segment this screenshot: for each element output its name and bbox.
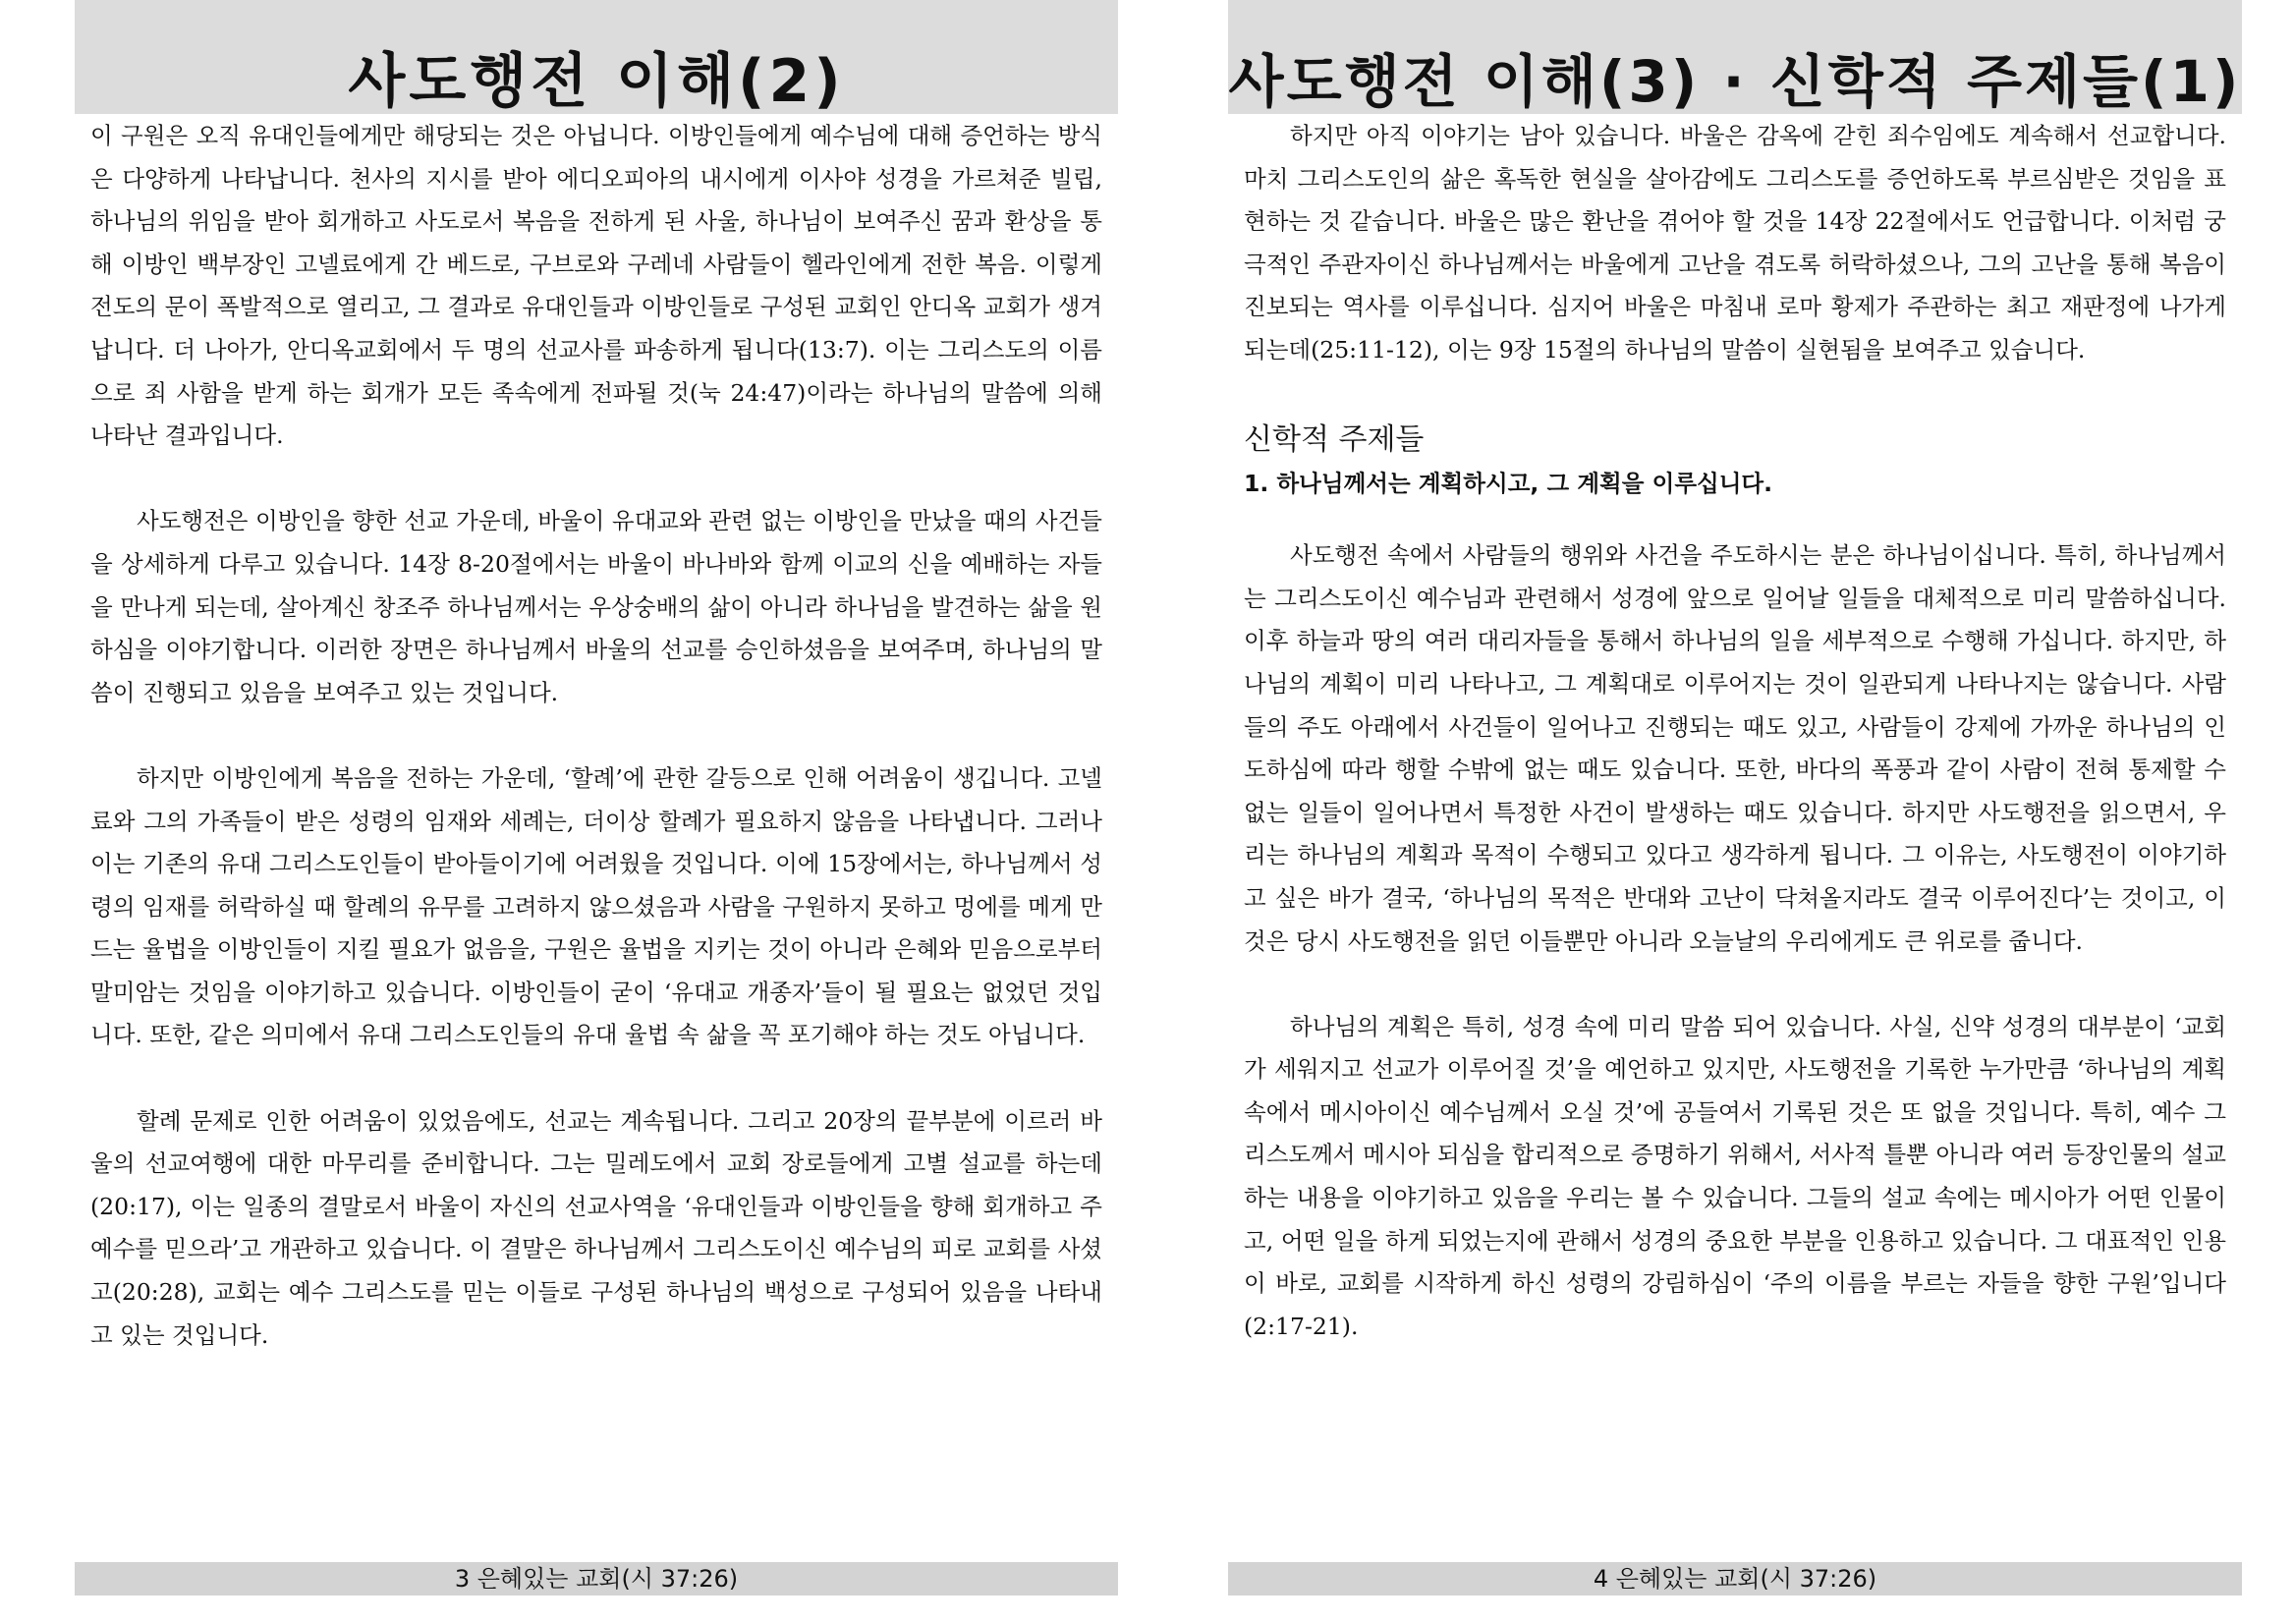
- right-paragraph-1: 사도행전 속에서 사람들의 행위와 사건을 주도하시는 분은 하나님이십니다. 특히, 하나님께서는 그리스도이신 예수님과 관련해서 성경에 앞으로 일어날 일들을 대체적으로 미리 말씀하십니다. 이후 하늘과 땅의 여러 대리자들을 통해서 하나님의 일을 세부적으로 수행해 가십니다. 하지만, 하나님의 계획이 미리 나타나고, 그 계획대로 이루어지는 것이 일관되게 나타나지는 않습니다. 사람들의 주도 아래에서 사건들이 일어나고 진행되는 때도 있고, 사람들이 강제에 가까운 하나님의 인도하심에 따라 행할 수밖에 없는 때도 있습니다. 또한, 바다의 폭풍과 같이 사람이 전혀 통제할 수 없는 일들이 일어나면서 특정한 사건이 발생하는 때도 있습니다. 하지만 사도행전을 읽으면서, 우리는 하나님의 계획과 목적이 수행되고 있다고 생각하게 됩니다. 그 이유는, 사도행전이 이야기하고 싶은 바가 결국, ‘하나님의 목적은 반대와 고난이 닥쳐올지라도 결국 이루어진다’는 것이고, 이것은 당시 사도행전을 읽던 이들뿐만 아니라 오늘날의 우리에게도 큰 위로를 줍니다.: [1244, 541, 2226, 955]
- left-page-title: 사도행전 이해(2): [348, 47, 845, 116]
- left-page-content: [90, 115, 1102, 1357]
- right-title-bar: [1228, 0, 2242, 114]
- left-paragraph-2: 사도행전은 이방인을 향한 선교 가운데, 바울이 유대교와 관련 없는 이방인을 만났을 때의 사건들을 상세하게 다루고 있습니다. 14장 8-20절에서는 바울이 바나바와 함께 이교의 신을 예배하는 자들을 만나게 되는데, 살아계신 창조주 하나님께서는 우상숭배의 삶이 아니라 하나님을 발견하는 삶을 원하심을 이야기합니다. 이러한 장면은 하나님께서 바울의 선교를 승인하셨음을 보여주며, 하나님의 말씀이 진행되고 있음을 보여주고 있는 것입니다.: [90, 507, 1102, 706]
- left-paragraph-3: 하지만 이방인에게 복음을 전하는 가운데, ‘할례’에 관한 갈등으로 인해 어려움이 생깁니다. 고넬료와 그의 가족들이 받은 성령의 임재와 세례는, 더이상 할례가 필요하지 않음을 나타냅니다. 그러나 이는 기존의 유대 그리스도인들이 받아들이기에 어려웠을 것입니다. 이에 15장에서는, 하나님께서 성령의 임재를 허락하실 때 할례의 유무를 고려하지 않으셨음과 사람을 구원하지 못하고 멍에를 메게 만드는 율법을 이방인들이 지킬 필요가 없음을, 구원은 율법을 지키는 것이 아니라 은혜와 믿음으로부터 말미암는 것임을 이야기하고 있습니다. 이방인들이 굳이 ‘유대교 개종자’들이 될 필요는 없었던 것입니다. 또한, 같은 의미에서 유대 그리스도인들의 유대 율법 속 삶을 꼭 포기해야 하는 것도 아닙니다.: [90, 763, 1102, 1049]
- left-paragraph-4: 할례 문제로 인한 어려움이 있었음에도, 선교는 계속됩니다. 그리고 20장의 끝부분에 이르러 바울의 선교여행에 대한 마무리를 준비합니다. 그는 밀레도에서 교회 장로들에게 고별 설교를 하는데(20:17), 이는 일종의 결말로서 바울이 자신의 선교사역을 ‘유대인들과 이방인들을 향해 회개하고 주 예수를 믿으라’고 개관하고 있습니다. 이 결말은 하나님께서 그리스도이신 예수님의 피로 교회를 사셨고(20:28), 교회는 예수 그리스도를 믿는 이들로 구성된 하나님의 백성으로 구성되어 있음을 나타내고 있는 것입니다.: [90, 1106, 1102, 1349]
- left-title-bar: [75, 0, 1118, 114]
- right-page-content: [1244, 115, 2226, 1348]
- left-page: [75, 0, 1118, 1624]
- right-intro-paragraph: 하지만 아직 이야기는 남아 있습니다. 바울은 감옥에 갇힌 죄수임에도 계속해서 선교합니다. 마치 그리스도인의 삶은 혹독한 현실을 살아감에도 그리스도를 증언하도록 부르심받은 것임을 표현하는 것 같습니다. 바울은 많은 환난을 겪어야 할 것을 14장 22절에서도 언급합니다. 이처럼 궁극적인 주관자이신 하나님께서는 바울에게 고난을 겪도록 허락하셨으나, 그의 고난을 통해 복음이 진보되는 역사를 이루십니다. 심지어 바울은 마침내 로마 황제가 주관하는 최고 재판정에 나가게 되는데(25:11-12), 이는 9장 15절의 하나님의 말씀이 실현됨을 보여주고 있습니다.: [1244, 122, 2226, 364]
- right-page: [1228, 0, 2242, 1624]
- right-page-title: 사도행전 이해(3) · 신학적 주제들(1): [1228, 48, 2242, 115]
- section-subheading: 1. 하나님께서는 계획하시고, 그 계획을 이루십니다.: [1244, 470, 1773, 498]
- right-page-footer: 4 은혜있는 교회(시 37:26): [1228, 1562, 2242, 1596]
- right-paragraph-2: 하나님의 계획은 특히, 성경 속에 미리 말씀 되어 있습니다. 사실, 신약 성경의 대부분이 ‘교회가 세워지고 선교가 이루어질 것’을 예언하고 있지만, 사도행전을 기록한 누가만큼 ‘하나님의 계획 속에서 메시아이신 예수님께서 오실 것’에 공들여서 기록된 것은 또 없을 것입니다. 특히, 예수 그리스도께서 메시아 되심을 합리적으로 증명하기 위해서, 서사적 틀뿐 아니라 여러 등장인물의 설교하는 내용을 이야기하고 있음을 우리는 볼 수 있습니다. 그들의 설교 속에는 메시아가 어떤 인물이고, 어떤 일을 하게 되었는지에 관해서 성경의 중요한 부분을 인용하고 있습니다. 그 대표적인 인용이 바로, 교회를 시작하게 하신 성령의 강림하심이 ‘주의 이름을 부르는 자들을 향한 구원’입니다(2:17-21).: [1244, 1012, 2226, 1340]
- left-paragraph-1: 이 구원은 오직 유대인들에게만 해당되는 것은 아닙니다. 이방인들에게 예수님에 대해 증언하는 방식은 다양하게 나타납니다. 천사의 지시를 받아 에디오피아의 내시에게 이사야 성경을 가르쳐준 빌립, 하나님의 위임을 받아 회개하고 사도로서 복음을 전하게 된 사울, 하나님이 보여주신 꿈과 환상을 통해 이방인 백부장인 고넬료에게 간 베드로, 구브로와 구레네 사람들이 헬라인에게 전한 복음. 이렇게 전도의 문이 폭발적으로 열리고, 그 결과로 유대인들과 이방인들로 구성된 교회인 안디옥 교회가 생겨납니다. 더 나아가, 안디옥교회에서 두 명의 선교사를 파송하게 됩니다(13:7). 이는 그리스도의 이름으로 죄 사함을 받게 하는 회개가 모든 족속에게 전파될 것(눅 24:47)이라는 하나님의 말씀에 의해 나타난 결과입니다.: [90, 122, 1102, 450]
- left-page-footer: 3 은혜있는 교회(시 37:26): [75, 1562, 1118, 1596]
- section-heading: 신학적 주제들: [1244, 422, 1425, 458]
